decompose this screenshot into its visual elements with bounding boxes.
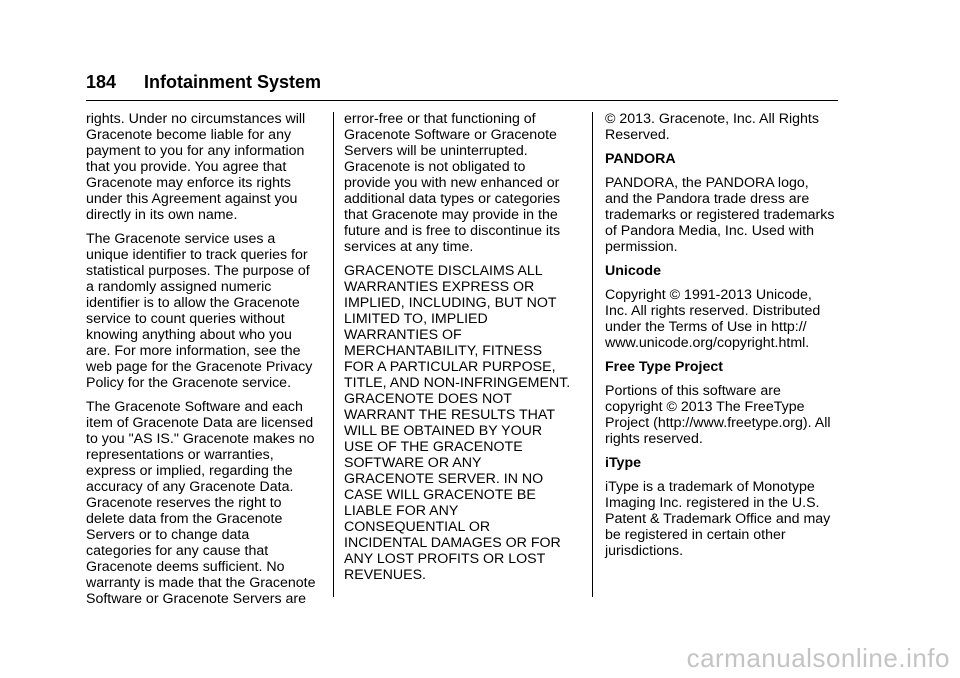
text-line: Gracenote deems sufficient. No <box>86 559 285 575</box>
text-line: Policy for the Gracenote service. <box>86 375 292 391</box>
text-line: trademarks or registered trademarks <box>605 207 835 223</box>
text-line: Servers will be uninterrupted. <box>344 143 528 159</box>
text-line: WILL BE OBTAINED BY YOUR <box>344 423 543 439</box>
text-line: GRACENOTE SERVER. IN NO <box>344 471 544 487</box>
text-line: USE OF THE GRACENOTE <box>344 439 523 455</box>
text-line: rights. Under no circumstances will <box>86 111 306 127</box>
text-line: payment to you for any information <box>86 143 305 159</box>
text-line: iType is a trademark of Monotype <box>605 479 815 495</box>
text-line: INCIDENTAL DAMAGES OR FOR <box>344 535 561 551</box>
text-line: jurisdictions. <box>605 543 684 559</box>
text-line: web page for the Gracenote Privacy <box>86 359 313 375</box>
text-line: The Gracenote service uses a <box>86 231 276 247</box>
text-line: that Gracenote may provide in the <box>344 207 558 223</box>
text-line: Imaging Inc. registered in the U.S. <box>605 495 820 511</box>
section-heading <box>605 455 843 471</box>
text-line: identifier is to allow the Gracenote <box>86 295 300 311</box>
paragraph <box>605 111 843 143</box>
site-watermark: carmanualsonline.info <box>686 643 950 673</box>
text-line: future and is free to discontinue its <box>344 223 561 239</box>
text-line: Portions of this software are <box>605 383 781 399</box>
text-line: Gracenote may enforce its rights <box>86 175 292 191</box>
text-line: www.unicode.org/copyright.html. <box>605 335 810 351</box>
text-line: Gracenote Software or Gracenote <box>344 127 557 143</box>
text-line: item of Gracenote Data are licensed <box>86 415 314 431</box>
column-divider-2 <box>592 112 593 597</box>
text-line: WARRANTIES EXPRESS OR <box>344 279 535 295</box>
section-title: Infotainment System <box>144 72 322 92</box>
text-line: iType <box>605 455 642 471</box>
text-line: IMPLIED, INCLUDING, BUT NOT <box>344 295 557 311</box>
text-line: permission. <box>605 239 678 255</box>
text-column-3 <box>605 111 843 567</box>
text-line: Inc. All rights reserved. Distributed <box>605 303 821 319</box>
text-line: be registered in certain other <box>605 527 786 543</box>
text-line: Gracenote become liable for any <box>86 127 292 143</box>
text-line: The Gracenote Software and each <box>86 399 303 415</box>
text-line: Unicode <box>605 263 661 279</box>
text-line: Free Type Project <box>605 359 724 375</box>
section-heading <box>605 263 843 279</box>
text-line: CONSEQUENTIAL OR <box>344 519 491 535</box>
text-line: MERCHANTABILITY, FITNESS <box>344 343 543 359</box>
text-column-1 <box>86 111 324 615</box>
column-divider-1 <box>333 112 334 597</box>
paragraph <box>605 175 843 255</box>
text-line: accuracy of any Gracenote Data. <box>86 479 294 495</box>
text-line: GRACENOTE DISCLAIMS ALL <box>344 263 543 279</box>
text-line: PANDORA, the PANDORA logo, <box>605 175 809 191</box>
paragraph <box>344 111 580 255</box>
text-line: WARRANT THE RESULTS THAT <box>344 407 555 423</box>
text-line: Servers or to change data <box>86 527 250 543</box>
text-line: provide you with new enhanced or <box>344 175 560 191</box>
text-line: Project (http://www.freetype.org). All <box>605 415 831 431</box>
paragraph <box>605 383 843 447</box>
text-line: are. For more information, see the <box>86 343 301 359</box>
text-line: that you provide. You agree that <box>86 159 287 175</box>
text-line: service to count queries without <box>86 311 285 327</box>
text-line: FOR A PARTICULAR PURPOSE, <box>344 359 556 375</box>
paragraph <box>86 111 324 223</box>
text-line: rights reserved. <box>605 431 703 447</box>
paragraph <box>86 399 324 607</box>
text-line: LIMITED TO, IMPLIED <box>344 311 488 327</box>
text-line: of Pandora Media, Inc. Used with <box>605 223 814 239</box>
text-line: delete data from the Gracenote <box>86 511 283 527</box>
text-line: statistical purposes. The purpose of <box>86 263 310 279</box>
text-line: representations or warranties, <box>86 447 274 463</box>
text-line: services at any time. <box>344 239 474 255</box>
section-heading <box>605 359 843 375</box>
text-line: GRACENOTE DOES NOT <box>344 391 512 407</box>
text-line: to you "AS IS." Gracenote makes no <box>86 431 315 447</box>
paragraph <box>344 263 580 583</box>
text-line: under this Agreement against you <box>86 191 298 207</box>
page-number: 184 <box>86 72 117 92</box>
text-line: error-free or that functioning of <box>344 111 536 127</box>
text-line: © 2013. Gracenote, Inc. All Rights <box>605 111 819 127</box>
text-line: categories for any cause that <box>86 543 269 559</box>
text-line: ANY LOST PROFITS OR LOST <box>344 551 546 567</box>
text-line: knowing anything about who you <box>86 327 292 343</box>
text-line: Gracenote is not obligated to <box>344 159 526 175</box>
text-line: under the Terms of Use in http:// <box>605 319 807 335</box>
text-line: TITLE, AND NON-INFRINGEMENT. <box>344 375 571 391</box>
text-line: LIABLE FOR ANY <box>344 503 459 519</box>
text-line: WARRANTIES OF <box>344 327 462 343</box>
text-line: unique identifier to track queries for <box>86 247 308 263</box>
text-line: Copyright © 1991-2013 Unicode, <box>605 287 812 303</box>
text-line: CASE WILL GRACENOTE BE <box>344 487 536 503</box>
paragraph <box>605 287 843 351</box>
text-line: REVENUES. <box>344 567 426 583</box>
text-line: and the Pandora trade dress are <box>605 191 810 207</box>
text-line: copyright © 2013 The FreeType <box>605 399 805 415</box>
text-line: Reserved. <box>605 127 670 143</box>
text-line: SOFTWARE OR ANY <box>344 455 482 471</box>
text-line: Patent & Trademark Office and may <box>605 511 831 527</box>
text-line: a randomly assigned numeric <box>86 279 272 295</box>
text-line: directly in its own name. <box>86 207 238 223</box>
paragraph <box>605 479 843 559</box>
text-column-2 <box>344 111 580 591</box>
page-header <box>86 70 838 101</box>
text-line: warranty is made that the Gracenote <box>86 575 316 591</box>
text-line: Gracenote reserves the right to <box>86 495 282 511</box>
paragraph <box>86 231 324 391</box>
text-line: PANDORA <box>605 151 676 167</box>
section-heading <box>605 151 843 167</box>
text-line: express or implied, regarding the <box>86 463 293 479</box>
text-line: additional data types or categories <box>344 191 561 207</box>
text-line: Software or Gracenote Servers are <box>86 591 307 607</box>
